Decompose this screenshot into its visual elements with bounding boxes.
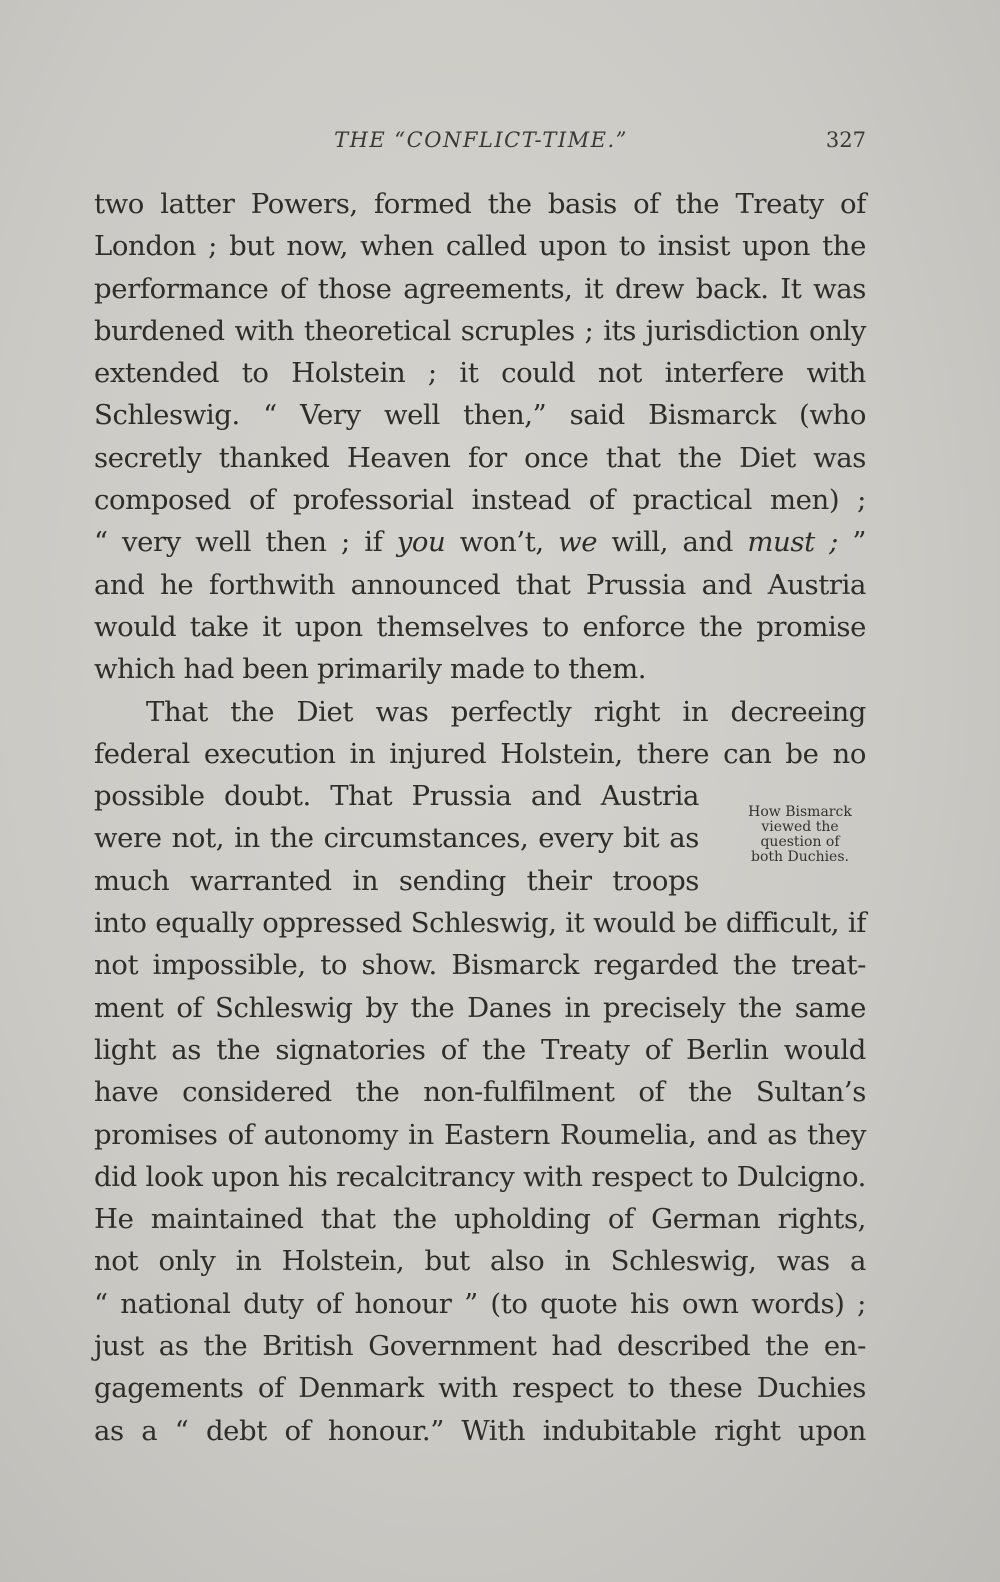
marginal-note-line: How Bismarck	[748, 804, 852, 820]
text-line: just as the British Government had described the en-	[94, 1330, 866, 1363]
text-line: composed of professorial instead of practical men) ;	[94, 484, 866, 517]
text-line: not only in Holstein, but also in Schleswig, was a	[94, 1245, 866, 1278]
text-segment: “ very well then ; if	[94, 526, 397, 559]
text-line: ment of Schleswig by the Danes in precisely the same	[94, 991, 866, 1024]
text-line: Schleswig. “ Very well then,” said Bismarck (who	[94, 399, 866, 432]
text-line: light as the signatories of the Treaty of Berlin would	[94, 1033, 866, 1066]
text-line: two latter Powers, formed the basis of the Treaty of	[94, 188, 866, 220]
text-line: have considered the non-fulfilment of the Sultan’s	[94, 1076, 866, 1109]
text-line: much warranted in sending their troops	[94, 864, 699, 897]
text-segment: ”	[837, 526, 866, 559]
paragraph-first-line: That the Diet was perfectly right in decreeing	[146, 695, 866, 728]
marginal-note	[730, 805, 870, 865]
marginal-note-line: question of	[760, 834, 840, 850]
page-header	[96, 128, 866, 160]
text-line: federal execution in injured Holstein, there can be no	[94, 737, 866, 770]
text-line: would take it upon themselves to enforce the promise	[94, 610, 866, 643]
text-line: were not, in the circumstances, every bit as	[94, 822, 699, 855]
text-line: secretly thanked Heaven for once that the Diet was	[94, 441, 866, 474]
marginal-note-line: both Duchies.	[751, 849, 849, 865]
text-line: He maintained that the upholding of German rights,	[94, 1203, 866, 1236]
page-number: 327	[825, 128, 866, 152]
running-title: THE “CONFLICT-TIME.”	[334, 128, 628, 152]
text-segment: will, and	[597, 526, 748, 559]
text-line: not impossible, to show. Bismarck regarded the treat-	[94, 949, 866, 982]
text-line: as a “ debt of honour.” With indubitable right upon	[94, 1414, 866, 1447]
text-line: into equally oppressed Schleswig, it would be difficult, if	[94, 907, 866, 940]
marginal-note-line: viewed the	[761, 819, 839, 835]
text-segment: won’t,	[445, 526, 559, 559]
emphasis-must: must ;	[747, 526, 838, 559]
emphasis-you: you	[396, 526, 446, 559]
text-line: London ; but now, when called upon to insist upon the	[94, 230, 866, 263]
text-line: possible doubt. That Prussia and Austria	[94, 780, 699, 813]
text-line: which had been primarily made to them.	[94, 653, 647, 686]
text-line: burdened with theoretical scruples ; its jurisdiction only	[94, 314, 866, 347]
text-line: gagements of Denmark with respect to these Duchies	[94, 1372, 866, 1405]
text-line: extended to Holstein ; it could not interfere with	[94, 357, 866, 390]
text-line: did look upon his recalcitrancy with respect to Dulcigno.	[94, 1160, 866, 1193]
text-line: promises of autonomy in Eastern Roumelia, and as they	[94, 1118, 866, 1151]
text-line: “ national duty of honour ” (to quote his own words) ;	[94, 1287, 866, 1320]
emphasis-we: we	[558, 526, 598, 559]
text-line: and he forthwith announced that Prussia and Austria	[94, 568, 866, 601]
text-line: performance of those agreements, it drew back. It was	[94, 272, 866, 305]
text-line-with-emphasis	[94, 521, 866, 563]
